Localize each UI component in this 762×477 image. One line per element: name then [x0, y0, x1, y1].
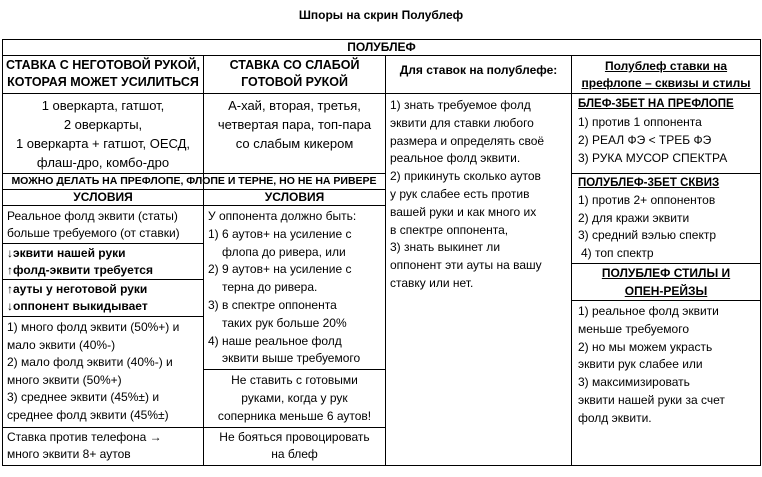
col4-heading: Полублеф ставки на префлопе – сквизы и стилы: [581, 59, 751, 90]
col4-section1-title: БЛЕФ-3БЕТ НА ПРЕФЛОПЕ: [578, 98, 734, 110]
col1-conditions-intro: Реальное фолд эквити (статы) больше требуемого (от ставки): [7, 209, 180, 240]
col1-phone-note: Ставка против телефона → много эквити 8+ аутов: [7, 430, 162, 461]
col2-warning: Не ставить с готовыми руками, когда у рук соперника меньше 6 аутов!: [217, 373, 372, 423]
col1-heading: СТАВКА С НЕГОТОВОЙ РУКОЙ, КОТОРАЯ МОЖЕТ УСИЛИТЬСЯ: [6, 58, 200, 89]
col1-hand-list: 1 оверкарта, гатшот, 2 оверкарты, 1 оверкарта + гатшот, ОЕСД, флаш-дро, комбо-дро: [15, 98, 191, 170]
col3-heading: Для ставок на полублефе:: [399, 63, 558, 77]
col4-section2-list: 1) против 2+ оппонентов 2) для кражи эквити 3) средний вэлью спектр 4) топ спектр: [578, 193, 717, 260]
table-header: ПОЛУБЛЕФ: [347, 40, 416, 54]
col4-section3-title: ПОЛУБЛЕФ СТИЛЫ И ОПЕН-РЕЙЗЫ: [601, 266, 731, 298]
col2-hand-list: А-хай, вторая, третья, четвертая пара, топ-пара со слабым кикером: [217, 98, 372, 151]
col2-bluff-note: Не бояться провоцировать на блеф: [219, 430, 370, 461]
col2-conditions-title: УСЛОВИЯ: [264, 190, 325, 204]
col1-street-note: МОЖНО ДЕЛАТЬ НА ПРЕФЛОПЕ, ФЛОПЕ И ТЕРНЕ, НО НЕ НА РИВЕРЕ: [11, 175, 377, 187]
col1-arrows-equity: ↓эквити нашей руки ↑фолд-эквити требуется: [7, 246, 153, 277]
col2-heading: СТАВКА СО СЛАБОЙ ГОТОВОЙ РУКОЙ: [229, 58, 360, 89]
col4-section2-title: ПОЛУБЛЕФ-3БЕТ СКВИЗ: [578, 177, 720, 189]
col4-section3-list: 1) реальное фолд эквити меньше требуемого 2) но мы можем украсть эквити рук слабее или 3) максимизировать эквити нашей руки за счет фолд эквити.: [578, 304, 725, 425]
col1-equity-list: 1) много фолд эквити (50%+) и мало эквити (40%-) 2) мало фолд эквити (40%-) и много эквити (50%+) 3) среднее эквити (45%±) и среднее фолд эквити (45%±): [7, 320, 180, 422]
col2-conditions-list: У оппонента должно быть: 1) 6 аутов+ на усиление с флопа до ривера, или 2) 9 аутов+ на усиление с терна до ривера. 3) в спектре оппонента таких рук больше 20% 4) наше реальное фолд эквити выше требуемого: [208, 209, 361, 366]
page-title: Шпоры на скрин Полублеф: [298, 8, 464, 22]
col4-section1-list: 1) против 1 оппонента 2) РЕАЛ ФЭ < ТРЕБ ФЭ 3) РУКА МУСОР СПЕКТРА: [578, 115, 728, 165]
col3-list: 1) знать требуемое фолд эквити для ставки любого размера и определять своё реальное фолд эквити. 2) прикинуть сколько аутов у рук слабее есть против вашей руки и как много их в спектре оппонента, 3) знать выкинет ли оппонент эти ауты на вашу ставку или нет.: [390, 98, 545, 290]
col1-arrows-outs: ↑ауты у неготовой руки ↓оппонент выкидывает: [7, 282, 148, 313]
col1-conditions-title: УСЛОВИЯ: [73, 190, 133, 204]
